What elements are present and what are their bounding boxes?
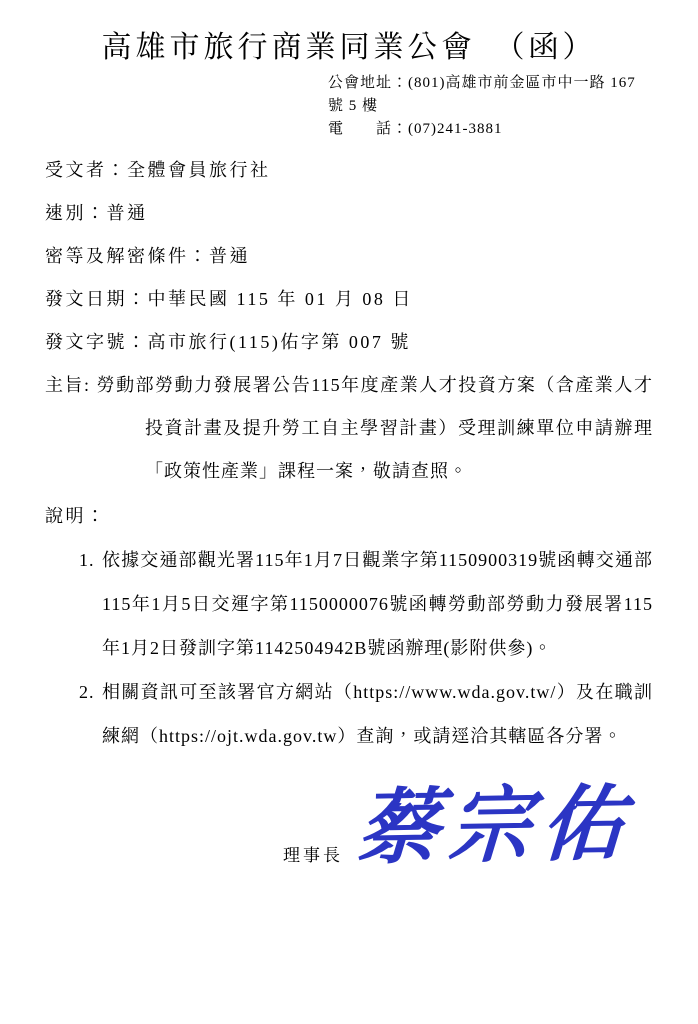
subject-label: 主旨: <box>45 375 91 395</box>
issue-date-line: 發文日期：中華民國 115 年 01 月 08 日 <box>45 289 413 309</box>
explanation-label: 說明： <box>45 506 107 526</box>
signature-name: 蔡宗佑 <box>354 778 636 875</box>
explanation-list <box>45 538 653 758</box>
letter-meta-block <box>45 149 653 364</box>
association-address: 公會地址：(801)高雄市前金區市中一路 167 號 5 樓 <box>328 75 636 114</box>
recipient-line: 受文者：全體會員旅行社 <box>45 160 271 180</box>
association-contact-block <box>328 72 653 141</box>
explanation-item: 2. 相關資訊可至該署官方網站（https://www.wda.gov.tw/）及在職訓練網（https://ojt.wda.gov.tw）查詢，或請逕洽其轄區各分署。 <box>100 670 653 758</box>
subject-text: 勞動部勞動力發展署公告115年度產業人才投資方案（含產業人才投資計畫及提升勞工自主學習計畫）受理訓練單位申請辦理「政策性產業」課程一案，敬請查照。 <box>96 375 653 481</box>
document-title: 高雄市旅行商業同業公會 （函） <box>101 31 597 64</box>
explanation-item: 1. 依據交通部觀光署115年1月7日觀業字第1150900319號函轉交通部115年1月5日交運字第1150000076號函轉勞動部勞動力發展署115年1月2日發訓字第1142504942B號函辦理(影附供參)。 <box>100 538 653 670</box>
signature-block <box>283 778 636 876</box>
security-line: 密等及解密條件：普通 <box>45 246 250 266</box>
reference-number-line: 發文字號：高市旅行(115)佑字第 007 號 <box>45 332 411 352</box>
speed-line: 速別：普通 <box>45 203 148 223</box>
subject-paragraph <box>45 364 653 493</box>
chairman-title: 理事長 <box>283 845 343 865</box>
association-phone: 電 話：(07)241-3881 <box>328 121 503 137</box>
